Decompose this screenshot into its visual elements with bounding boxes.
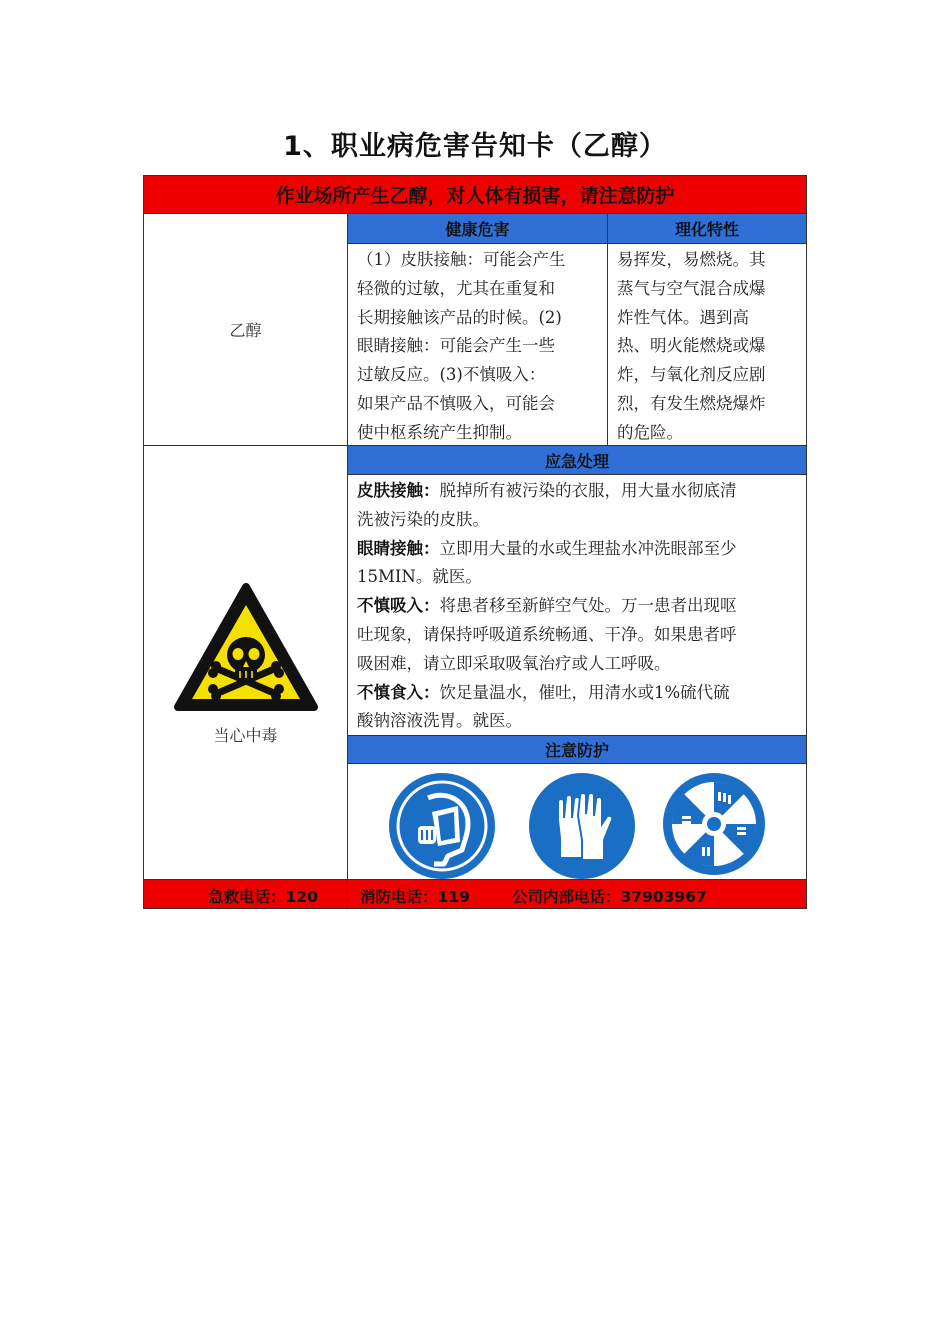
emergency-item-eye — [357, 535, 806, 593]
emergency-item-text: 吐现象，请保持呼吸道系统畅通、干净。如果患者呼 — [357, 624, 737, 644]
health-hazard-line: 过敏反应。(3)不慎吸入： — [357, 365, 546, 385]
health-hazard-text — [348, 244, 607, 445]
properties-line: 烈，有发生燃烧爆炸 — [617, 393, 766, 413]
emergency-item-label: 不慎食入： — [357, 682, 440, 702]
emergency-item-text: 洗被污染的皮肤。 — [357, 509, 489, 529]
properties-line: 易挥发，易燃烧。其 — [617, 250, 766, 269]
internal-phone: 公司内部电话：37903967 — [512, 888, 707, 906]
emergency-item-skin — [357, 477, 806, 535]
emergency-item-text: 饮足量温水，催吐，用清水或1%硫代硫 — [439, 682, 730, 702]
page-title: 1、职业病危害告知卡（乙醇） — [283, 131, 667, 162]
respirator-mask-icon — [388, 772, 496, 880]
fire-phone: 消防电话：119 — [360, 888, 470, 906]
properties-text — [608, 244, 806, 445]
properties-line: 炸性气体。遇到高 — [617, 307, 749, 327]
health-hazard-line: （1）皮肤接触：可能会产生 — [357, 250, 566, 269]
emergency-item-inhalation — [357, 592, 806, 678]
properties-line: 蒸气与空气混合成爆 — [617, 278, 766, 298]
emergency-item-text: 脱掉所有被污染的衣服，用大量水彻底清 — [439, 481, 737, 500]
emergency-item-text: 吸困难，请立即采取吸氧治疗或人工呼吸。 — [357, 653, 671, 673]
footer-phone-bar — [144, 879, 806, 908]
emergency-item-text: 将患者移至新鲜空气处。万一患者出现呕 — [439, 596, 737, 616]
protection-header: 注意防护 — [348, 735, 806, 764]
properties-line: 炸，与氧化剂反应剧 — [617, 365, 766, 385]
hazard-notice-card — [143, 175, 807, 909]
properties-line: 的危险。 — [617, 422, 683, 442]
properties-header: 理化特性 — [608, 214, 806, 244]
emergency-header: 应急处理 — [348, 446, 806, 475]
poison-skull-warning-icon — [174, 581, 318, 713]
health-hazard-line: 如果产品不慎吸入，可能会 — [357, 393, 555, 413]
emergency-item-label: 眼睛接触： — [357, 538, 440, 558]
health-hazard-line: 长期接触该产品的时候。(2) — [357, 307, 562, 327]
warning-sign-label: 当心中毒 — [213, 725, 278, 745]
emergency-phone: 急救电话：120 — [208, 888, 318, 906]
emergency-item-ingestion — [357, 679, 806, 737]
protective-gloves-icon — [528, 772, 636, 880]
footer-divider — [347, 880, 348, 909]
properties-line: 热、明火能燃烧或爆 — [617, 336, 766, 356]
health-hazard-line: 使中枢系统产生抑制。 — [357, 422, 522, 442]
health-hazard-line: 轻微的过敏，尤其在重复和 — [357, 278, 555, 298]
emergency-item-label: 不慎吸入： — [357, 596, 440, 616]
emergency-item-label: 皮肤接触： — [357, 481, 440, 500]
health-hazard-line: 眼睛接触：可能会产生一些 — [357, 336, 555, 356]
emergency-item-text: 立即用大量的水或生理盐水冲洗眼部至少 — [439, 538, 737, 558]
warning-banner: 作业场所产生乙醇，对人体有损害，请注意防护 — [144, 176, 806, 214]
substance-name: 乙醇 — [229, 321, 262, 340]
emergency-item-text: 酸钠溶液洗胃。就医。 — [357, 711, 522, 731]
emergency-item-text: 15MIN。就医。 — [357, 567, 482, 587]
health-hazard-header: 健康危害 — [348, 214, 607, 244]
ventilation-fan-icon — [662, 772, 766, 876]
emergency-content — [348, 477, 806, 733]
